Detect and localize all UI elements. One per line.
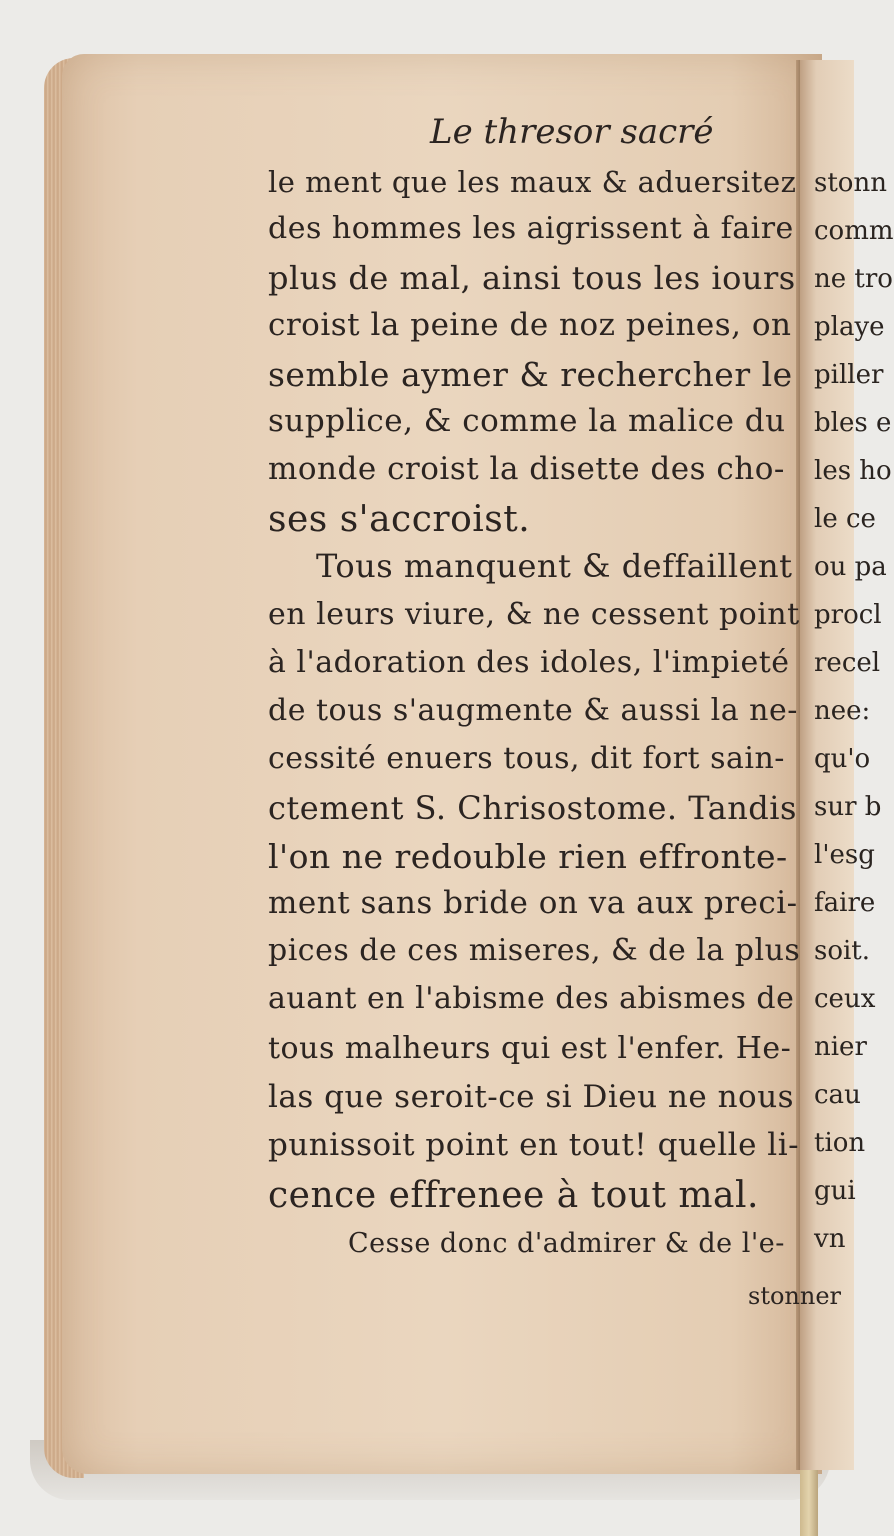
text-line: cessité enuers tous, dit fort sain-: [268, 741, 785, 776]
facing-page-fragment: stonn: [814, 168, 887, 198]
text-line: ment sans bride on va aux preci-: [268, 885, 798, 921]
facing-page-fragment: bles e: [814, 408, 892, 438]
facing-page-fragment: recel: [814, 648, 881, 678]
text-line: las que seroit-ce si Dieu ne nous: [268, 1079, 795, 1115]
facing-page-fragment: piller: [814, 360, 884, 390]
text-line: ses s'accroist.: [268, 499, 531, 540]
facing-page-fragment: tion: [814, 1128, 866, 1158]
facing-page-fragment: playe: [814, 312, 885, 342]
text-line: auant en l'abisme des abismes de: [268, 981, 795, 1016]
text-line: à l'adoration des idoles, l'impieté: [268, 645, 790, 680]
text-line: de tous s'augmente & aussi la ne-: [268, 693, 798, 728]
text-line: punissoit point en tout! quelle li-: [268, 1127, 800, 1163]
text-line: plus de mal, ainsi tous les iours: [268, 259, 796, 297]
text-line: monde croist la disette des cho-: [268, 451, 785, 487]
text-line: l'on ne redouble rien effronte-: [268, 837, 788, 876]
facing-page: [800, 60, 894, 1470]
facing-page-fragment: ne tro: [814, 264, 893, 294]
facing-page-fragment: nier: [814, 1032, 867, 1062]
text-line: croist la peine de noz peines, on: [268, 307, 792, 343]
text-line: ctement S. Chrisostome. Tandis: [268, 789, 797, 827]
facing-page-fragment: ou pa: [814, 552, 887, 582]
catchword: stonner: [748, 1282, 841, 1310]
facing-page-fragment: ceux: [814, 984, 876, 1014]
facing-page-fragment: le ce: [814, 504, 876, 534]
facing-page-fragment: sur b: [814, 792, 882, 822]
facing-page-fragment: l'esg: [814, 840, 875, 870]
text-line: tous malheurs qui est l'enfer. He-: [268, 1031, 792, 1066]
text-line: des hommes les aigrissent à faire: [268, 211, 794, 246]
bookmark-ribbon: [800, 1470, 818, 1536]
facing-page-fragment: les ho: [814, 456, 892, 486]
text-line: le ment que les maux & aduersitez: [268, 165, 797, 199]
facing-page-fragment: procl: [814, 600, 882, 630]
facing-page-fragment: gui: [814, 1176, 856, 1206]
facing-page-fragment: nee:: [814, 696, 871, 726]
facing-page-fragment: cau: [814, 1080, 861, 1110]
running-head: Le thresor sacré: [430, 112, 714, 152]
facing-page-fragment: vn: [814, 1224, 846, 1254]
facing-page-fragment: comm: [814, 216, 894, 246]
text-line: supplice, & comme la malice du: [268, 403, 786, 439]
text-line: pices de ces miseres, & de la plus: [268, 933, 801, 968]
facing-page-fragment: qu'o: [814, 744, 871, 774]
text-line: semble aymer & rechercher le: [268, 355, 793, 394]
text-line: Cesse donc d'admirer & de l'e-: [348, 1228, 785, 1259]
facing-page-fragment: faire: [814, 888, 876, 918]
facing-page-fragment: soit.: [814, 936, 871, 966]
text-line: Tous manquent & deffaillent: [316, 547, 793, 585]
text-line: cence effrenee à tout mal.: [268, 1175, 759, 1216]
text-line: en leurs viure, & ne cessent point: [268, 597, 800, 632]
